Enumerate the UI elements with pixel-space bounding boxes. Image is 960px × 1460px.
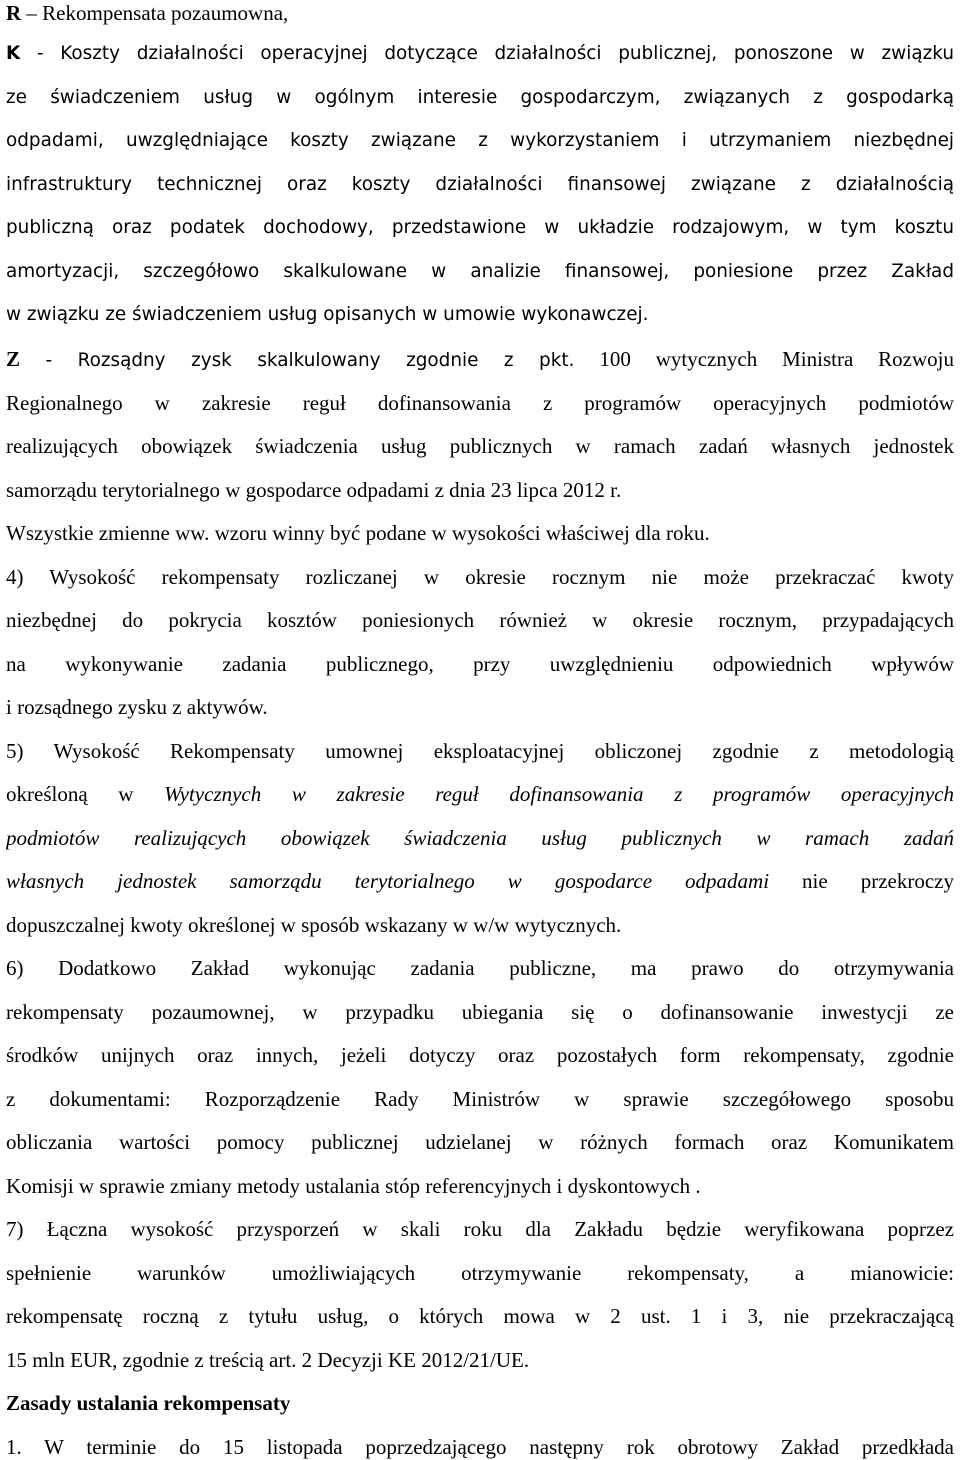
paragraph-7: 7) Łączna wysokość przysporzeń w skali roku dla Zakładu będzie weryfikowana poprzez [6, 1217, 954, 1241]
text-line: na wykonywanie zadania publicznego, przy uwzględnieniu odpowiednich wpływów [6, 652, 954, 676]
text-line: samorządu terytorialnego w gospodarce odpadami z dnia 23 lipca 2012 r. [6, 478, 622, 502]
text-line: w związku ze świadczeniem usług opisanych w umowie wykonawczej. [6, 304, 649, 325]
text-line: spełnienie warunków umożliwiających otrzymywanie rekompensaty, a mianowicie: [6, 1261, 954, 1285]
text-line: obliczania wartości pomocy publicznej udzielanej w różnych formach oraz Komunikatem [6, 1130, 954, 1154]
guidelines-title: własnych jednostek samorządu terytorialnego w gospodarce odpadami [6, 869, 770, 893]
definition-r: R – Rekompensata pozaumowna, [6, 1, 289, 25]
numbered-item-1: 1. W terminie do 15 listopada poprzedzającego następny rok obrotowy Zakład przedkłada [6, 1435, 954, 1459]
symbol-r: R [6, 1, 22, 25]
text-line: realizujących obowiązek świadczenia usług publicznych w ramach zadań własnych jednostek [6, 434, 954, 458]
text-line: amortyzacji, szczegółowo skalkulowane w analizie finansowej, poniesione przez Zakład [6, 261, 954, 282]
text-line: z dokumentami: Rozporządzenie Rady Ministrów w sprawie szczegółowego sposobu [6, 1087, 954, 1111]
symbol-k: K [6, 43, 21, 64]
text-line: 15 mln EUR, zgodnie z treścią art. 2 Decyzji KE 2012/21/UE. [6, 1348, 530, 1372]
guidelines-title: Wytycznych w zakresie reguł dofinansowania z programów operacyjnych [164, 782, 954, 806]
symbol-z: Z [6, 347, 21, 371]
text-line: publiczną oraz podatek dochodowy, przedstawione w układzie rodzajowym, w tym kosztu [6, 217, 954, 238]
text-line: rekompensaty pozaumownej, w przypadku ubiegania się o dofinansowanie inwestycji ze [6, 1000, 954, 1024]
paragraph-4: 4) Wysokość rekompensaty rozliczanej w okresie rocznym nie może przekraczać kwoty [6, 565, 954, 589]
section-heading: Zasady ustalania rekompensaty [6, 1391, 291, 1415]
text-line: ze świadczeniem usług w ogólnym interesie gospodarczym, związanych z gospodarką [6, 87, 954, 108]
text-line: własnych jednostek samorządu terytorialnego w gospodarce odpadami nie przekroczy [6, 869, 954, 893]
text-line: środków unijnych oraz innych, jeżeli dotyczy oraz pozostałych form rekompensaty, zgodnie [6, 1043, 954, 1067]
text-line: odpadami, uwzględniające koszty związane z wykorzystaniem i utrzymaniem niezbędnej [6, 130, 954, 151]
text-line: Wszystkie zmienne ww. wzoru winny być podane w wysokości właściwej dla roku. [6, 521, 710, 545]
text-line [6, 825, 954, 851]
text-line: Regionalnego w zakresie reguł dofinansowania z programów operacyjnych podmiotów [6, 391, 954, 415]
text-line: i rozsądnego zysku z aktywów. [6, 695, 268, 719]
text-line: określoną w Wytycznych w zakresie reguł dofinansowania z programów operacyjnych [6, 782, 954, 806]
text-line: Komisji w sprawie zmiany metody ustalania stóp referencyjnych i dyskontowych . [6, 1174, 701, 1198]
paragraph-5: 5) Wysokość Rekompensaty umownej eksploatacyjnej obliczonej zgodnie z metodologią [6, 739, 954, 763]
guidelines-title: podmiotów realizujących obowiązek świadczenia usług publicznych w ramach zadań [6, 826, 954, 850]
text-line: rekompensatę roczną z tytułu usług, o których mowa w 2 ust. 1 i 3, nie przekraczającą [6, 1304, 954, 1328]
definition-k: K - Koszty działalności operacyjnej dotyczące działalności publicznej, ponoszone w związku [6, 43, 954, 64]
text-line: dopuszczalnej kwoty określonej w sposób wskazany w w/w wytycznych. [6, 913, 622, 937]
definition-z: Z - Rozsądny zysk skalkulowany zgodnie z pkt. 100 wytycznych Ministra Rozwoju [6, 347, 954, 371]
paragraph-6: 6) Dodatkowo Zakład wykonując zadania publiczne, ma prawo do otrzymywania [6, 956, 954, 980]
text-line: infrastruktury technicznej oraz koszty działalności finansowej związane z działalnością [6, 174, 954, 195]
text-line: niezbędnej do pokrycia kosztów poniesionych również w okresie rocznym, przypadających [6, 608, 954, 632]
